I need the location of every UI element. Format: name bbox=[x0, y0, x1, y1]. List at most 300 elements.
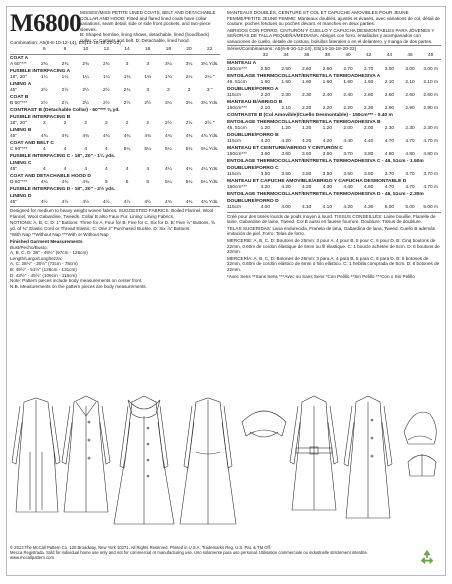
row-value: 5.00 m bbox=[423, 205, 439, 211]
row-value: 4¼ bbox=[185, 166, 193, 172]
row-value: 4¾ bbox=[123, 133, 131, 139]
row-value: 2.90 m bbox=[423, 106, 439, 112]
row-value: 4¾ bbox=[41, 133, 48, 139]
row-value: 5¼ bbox=[185, 146, 193, 152]
row-value: 2.90 bbox=[405, 106, 415, 112]
row-value: 2½ bbox=[82, 87, 90, 93]
yardage-row bbox=[227, 93, 441, 99]
row-value: 2.10 bbox=[384, 80, 395, 86]
technical-drawings bbox=[10, 392, 442, 542]
row-value: 1¾ bbox=[144, 74, 152, 80]
row-value: 4 bbox=[63, 166, 67, 172]
row-value: 4¾ bbox=[82, 133, 90, 139]
nap-note: *With Nap **Without Nap ***With or Without Nap bbox=[10, 232, 109, 238]
measurement-line: Note: Pattern pieces include body measurements on center front. bbox=[10, 278, 143, 284]
row-value: 4.70 m bbox=[423, 185, 439, 191]
row-value: 4 bbox=[84, 166, 88, 172]
row-value: 1.60 bbox=[364, 80, 374, 86]
row-value: 2½ bbox=[185, 120, 193, 126]
row-value: 2.70 bbox=[343, 67, 353, 73]
row-value: 2½ bbox=[144, 100, 152, 106]
row-value: 2.20 bbox=[260, 93, 270, 99]
measurement-line: N.B. Measurements on the pattern pieces are body measurements. bbox=[10, 283, 147, 289]
copyright-footer bbox=[10, 545, 410, 561]
row-value: 4.70 bbox=[384, 185, 395, 191]
row-value: 2.00 bbox=[343, 126, 353, 132]
section-title: LINING B bbox=[10, 127, 32, 133]
row-value: 4¾ bbox=[103, 133, 110, 139]
divider bbox=[10, 54, 220, 55]
row-value: 2.30 m bbox=[423, 126, 439, 132]
size-value: 12 bbox=[103, 47, 110, 52]
coat-drawing-b-back bbox=[180, 398, 236, 524]
row-label: 18", 20" bbox=[10, 74, 27, 80]
row-value: 1¼ bbox=[103, 74, 110, 80]
row-value: 2.10 bbox=[260, 106, 270, 112]
row-label: 150cm*** bbox=[227, 106, 247, 112]
row-value: 2.30 bbox=[405, 126, 415, 132]
size-value: 10 bbox=[83, 47, 89, 52]
sizes-label bbox=[227, 53, 255, 59]
yardage-row bbox=[227, 67, 441, 73]
row-value: 2.50 bbox=[281, 67, 291, 73]
measurement-line: Bust/Pecho/Busto: bbox=[10, 244, 48, 250]
row-value: 4.20 bbox=[260, 185, 270, 191]
row-value: 4¾ bbox=[165, 133, 172, 139]
row-value: 4.70 bbox=[405, 139, 415, 145]
row-value: 3 bbox=[167, 87, 170, 93]
row-value: 3.60 bbox=[302, 152, 312, 158]
row-value: 3.60 bbox=[322, 152, 333, 158]
row-label: A 60"*** bbox=[10, 61, 27, 67]
row-value: 4½ bbox=[82, 199, 90, 205]
row-value: 2½ bbox=[61, 100, 69, 106]
row-value: 2½ bbox=[82, 100, 90, 106]
row-value: 3 bbox=[187, 87, 191, 93]
row-value: 4 bbox=[125, 166, 129, 172]
row-value: 4.10 bbox=[322, 205, 333, 211]
section-title: DOUBLURE/FORRO C bbox=[227, 166, 279, 172]
pattern-number: M6800 bbox=[10, 10, 82, 37]
footer-line-1: © 2013 The McCall Pattern Co. 120 Broadway, New York 10271, All Rights Reserved. Printed in U.S.A. Trademarks Reg. U.S. Pat. & TM Off. bbox=[10, 545, 271, 550]
yardage-row bbox=[10, 180, 220, 186]
size-value: 36 bbox=[304, 52, 310, 58]
row-value: 2.30 bbox=[302, 93, 312, 99]
size-value: 42 bbox=[366, 52, 372, 58]
row-value: 4.20 bbox=[281, 185, 291, 191]
row-value: 2 bbox=[125, 120, 129, 126]
size-value: 16 bbox=[145, 47, 151, 52]
row-value: 4¾ bbox=[41, 179, 48, 185]
row-value: 3.50 bbox=[364, 172, 374, 178]
measurement-line: D: 43½" - 45½" (109cm - 115cm) bbox=[10, 272, 77, 278]
row-label: 45" bbox=[10, 199, 18, 205]
sizes-header: Combination: A5(6-8-10-12-14), E5(14-16-18-20-22) bbox=[10, 41, 121, 46]
row-value: 2.20 bbox=[302, 106, 312, 112]
row-value: 4¾ Yds. bbox=[200, 199, 219, 205]
yardage-row bbox=[10, 101, 220, 107]
measurement-line: Length/Largo/Lunghezza: bbox=[10, 255, 63, 261]
row-value: 5¼ bbox=[165, 146, 172, 152]
row-value: 3.50 bbox=[343, 172, 353, 178]
row-value: 2½ bbox=[41, 100, 48, 106]
yardage-row bbox=[10, 121, 220, 127]
row-value: 3 bbox=[146, 61, 150, 67]
yardage-row bbox=[227, 106, 441, 112]
row-value: 4 bbox=[43, 166, 46, 172]
row-value: 4 bbox=[105, 146, 108, 152]
suggested-fabrics: Designed for medium to heavy weight woven fabrics. SUGGESTED FABRICS: Boiled Flannel, Wool Flannel, Wool Gabardine, Tweeds. Collar B also Faux Fur. Lining: Lining Fabrics. bbox=[10, 208, 214, 219]
section-title: LINING A bbox=[10, 81, 32, 87]
row-value: 5¼ Yds. bbox=[200, 179, 219, 185]
row-label: 115cm bbox=[227, 205, 242, 211]
size-value: 34 bbox=[283, 52, 289, 58]
row-value: 2.00 bbox=[364, 126, 374, 132]
section-title: MANTEAU B/ABRIGO B bbox=[227, 100, 283, 106]
row-value: 4.20 bbox=[322, 139, 333, 145]
row-value: 2¾ bbox=[123, 87, 131, 93]
row-value: 4¾ bbox=[185, 133, 193, 139]
row-value: 2¾ bbox=[103, 61, 110, 67]
row-value: 3.70 m bbox=[423, 172, 439, 178]
size-value: 48 bbox=[428, 52, 434, 58]
row-value: 3.70 bbox=[405, 172, 415, 178]
row-value: 1.60 bbox=[281, 80, 291, 86]
row-value: 4½ bbox=[144, 199, 152, 205]
row-value: 2½ bbox=[165, 120, 172, 126]
yardage-row bbox=[227, 185, 441, 191]
title-spanish: ABRIGOS CON FORRO, CINTURÓN Y CUELLO Y CAPUCHA DESMONTABLES PARA JÓVENES Y SEÑORAS DE TALLA PEQUEÑA/MEDIANA: Abrigos con forro, entallados y acampanados con variaciones de cuello, detalle de costura, bolsillos laterales o en el delantero, y manga de dos partes. bbox=[227, 27, 435, 44]
size-value: 46 bbox=[407, 52, 413, 58]
row-value: 2 bbox=[43, 120, 46, 126]
row-value: 2.10 bbox=[405, 80, 415, 86]
row-value: 1¼ bbox=[41, 74, 48, 80]
coat-drawing-a-front bbox=[62, 396, 110, 512]
row-value: 1.60 bbox=[322, 80, 333, 86]
intro-text-2: B: Shaped hemline, lining shows, detachable, lined (hood/back) collar. C: Carriers and belt. D: Detachable, lined hood. bbox=[80, 32, 210, 43]
row-value: 3.00 m bbox=[423, 67, 439, 73]
row-value: 4.40 bbox=[343, 139, 353, 145]
row-value: 2½ bbox=[41, 87, 48, 93]
section-title: MANTEAU A bbox=[227, 61, 257, 67]
row-value: 5.00 bbox=[384, 205, 395, 211]
row-value: 4.00 bbox=[260, 205, 270, 211]
row-value: 1¾ bbox=[123, 74, 131, 80]
divider bbox=[10, 206, 220, 207]
section-title: CONTRASTE B (Col Amovible)/Cuello Desmontable) - 150cm*** - 0.40 m bbox=[227, 113, 393, 119]
hood-back-drawing bbox=[408, 454, 436, 476]
title-french: MANTEAUX DOUBLÉS, CEINTURE ET COL ET CAPUCHE AMOVIBLES POUR JEUNE FEMME/PETITE JEUNE FEMME: Manteaux doublés, ajustés et évasés, avec variations de col, détail de couture, poches fendues ou poches devant, et manches en deux parties. bbox=[227, 10, 440, 27]
row-value: 4¾ bbox=[185, 199, 193, 205]
section-title: COAT AND DETACHABLE HOOD D bbox=[10, 173, 91, 179]
section-title: ENTOILAGE THERMOCOLLANT/ENTRETELA TERMOADHESIVA A bbox=[227, 74, 381, 80]
section-title: COAT B bbox=[10, 94, 29, 100]
yardage-row bbox=[10, 147, 220, 153]
sizes-header-r: Séries/Combinaisons: A5(6-8-10-12-14), E5(14-16-18-20-22) bbox=[227, 46, 357, 52]
row-value: 4 bbox=[63, 146, 67, 152]
row-value: 4.70 m bbox=[423, 139, 439, 145]
row-value: 2.60 m bbox=[423, 93, 439, 99]
row-value: 4.80 bbox=[384, 152, 395, 158]
measurement-line: B: 49½" - 51½" (126cm - 131cm) bbox=[10, 266, 77, 272]
row-value: 1¼ bbox=[82, 74, 90, 80]
row-value: 4.40 bbox=[343, 185, 353, 191]
yardage-sections bbox=[10, 56, 220, 206]
coat-drawing-b-front bbox=[114, 396, 174, 524]
row-value: 4.20 bbox=[281, 139, 291, 145]
row-value: 4½ bbox=[103, 199, 110, 205]
yardage-row bbox=[10, 88, 220, 94]
row-value: 4¾ Yds. bbox=[200, 133, 219, 139]
sizes-label bbox=[10, 47, 34, 53]
row-value: 2.90 bbox=[384, 106, 395, 112]
nap-note-r: *Avec Sens **Sans Sens ***Avec ou Sans Sens *Con Pelillo **Sin Pelillo ***Con o Sin Pelillo bbox=[227, 273, 415, 279]
row-value: 2¾ bbox=[61, 61, 69, 67]
row-value: 4½ bbox=[61, 199, 69, 205]
row-value: 4.20 bbox=[302, 185, 312, 191]
section-title: LINING D bbox=[10, 193, 32, 199]
row-value: 2.60 bbox=[322, 67, 333, 73]
section-title: ENTOILAGE THERMOCOLLANT/ENTRETELA TERMOADHESIVA B bbox=[227, 120, 381, 126]
row-value: 4.10 bbox=[302, 205, 312, 211]
yardage-row bbox=[227, 139, 441, 145]
yardage-sections-r bbox=[227, 61, 441, 211]
yardage-row bbox=[227, 152, 441, 158]
row-value: 1¼ bbox=[61, 74, 69, 80]
row-label: 46, 51cm bbox=[227, 126, 247, 132]
size-value: 40 bbox=[345, 52, 351, 58]
row-value: 4¾ bbox=[165, 199, 172, 205]
row-value: 5¼ Yds. bbox=[200, 146, 219, 152]
yardage-row bbox=[227, 205, 441, 211]
row-value: 4.30 bbox=[364, 205, 374, 211]
row-value: 4.20 bbox=[302, 139, 312, 145]
row-value: 5¼ bbox=[165, 179, 172, 185]
row-value: 2¾ bbox=[82, 61, 90, 67]
row-value: 2.30 bbox=[281, 93, 291, 99]
row-value: 3.00 bbox=[405, 67, 415, 73]
section-title: DOUBLURE/FORRO B bbox=[227, 133, 279, 139]
row-value: 3.60 bbox=[281, 152, 291, 158]
row-value: 1¾ bbox=[165, 74, 172, 80]
yardage-row bbox=[227, 172, 441, 178]
row-value: 5¼ bbox=[144, 146, 152, 152]
section-title: ENTOILAGE THERMOCOLLANT/ENTRETELA TERMOADHESIVA C - 46, 51cm - 1.50m bbox=[227, 159, 424, 165]
row-value: 2.20 bbox=[322, 106, 333, 112]
notions-french: MERCERIE: A, B, C, D: Boutons de 25mm: 3 pour A, 4 pour B, 5 pour C, 6 pour D. B: Cinq boutons de 22mm, 0.60m de cordon élastique de 6mm ou fil élastique. C: 1 boucle achetée de 5cm. D: 6 boutons de 22mm. bbox=[227, 237, 440, 255]
size-value: 44 bbox=[386, 52, 393, 58]
row-value: 3.00 bbox=[384, 67, 395, 73]
row-value: 1.20 bbox=[302, 126, 312, 132]
coat-drawing-a-back bbox=[12, 398, 60, 512]
row-value: 5.00 bbox=[405, 205, 415, 211]
section-title: DOUBLURE/FORRO A bbox=[227, 87, 279, 93]
row-value: 2½ bbox=[123, 100, 131, 106]
coat-drawing-d-front bbox=[344, 396, 392, 518]
row-value: 1.20 bbox=[322, 126, 333, 132]
row-value: 3¼ bbox=[165, 100, 172, 106]
row-value: 5¼ bbox=[185, 179, 193, 185]
row-value: 4.80 m bbox=[423, 152, 439, 158]
row-value: 4 bbox=[105, 166, 108, 172]
row-value: 2 bbox=[63, 120, 67, 126]
row-value: 4¾ bbox=[61, 179, 69, 185]
row-value: 3 bbox=[146, 87, 150, 93]
fabrics-french: Créé pour des tissés lourds de poids moyen à lourd. TISSUS CONSEILLÉS: Laine bouillie, Flanelle de laine, Gabardine de laine, Tweed. Col B aussi en fausse fourrure. Doublure: Tissus de doublure. bbox=[227, 213, 436, 225]
row-value: 3.70 bbox=[343, 152, 353, 158]
row-value: 3.50 bbox=[281, 172, 291, 178]
yardage-column-english bbox=[10, 41, 220, 289]
size-value: 38 bbox=[324, 52, 331, 58]
yardage-row bbox=[10, 75, 220, 81]
sizes-row bbox=[10, 47, 220, 53]
row-value: 2½ bbox=[103, 100, 110, 106]
row-label: 45" bbox=[10, 87, 18, 93]
row-value: 4.00 bbox=[281, 205, 291, 211]
row-value: 3¼ bbox=[185, 100, 193, 106]
size-value: 8 bbox=[63, 47, 67, 52]
row-value: 3¼ bbox=[185, 61, 193, 67]
yardage-row bbox=[227, 80, 441, 86]
row-value: 4 bbox=[43, 146, 46, 152]
row-label: 115cm bbox=[227, 172, 242, 178]
row-value: 1.60 bbox=[302, 80, 312, 86]
size-value: 20 bbox=[186, 47, 192, 52]
row-label: 150cm*** bbox=[227, 152, 247, 158]
row-value: 3.50 bbox=[302, 172, 312, 178]
row-value: 5 bbox=[105, 179, 108, 185]
row-value: 2¼ bbox=[185, 74, 193, 80]
row-value: 4 bbox=[84, 146, 88, 152]
row-label: B 60"*** bbox=[10, 100, 28, 106]
row-label: 115cm bbox=[227, 139, 242, 145]
row-value: 3 bbox=[125, 61, 129, 67]
recycle-icon bbox=[418, 548, 436, 566]
section-title: MANTEAU ET CEINTURE/ABRIGO Y CINTURÓN C bbox=[227, 146, 343, 152]
collar-drawing bbox=[242, 411, 286, 437]
row-value: 5 bbox=[146, 179, 150, 185]
section-title: FUSIBLE INTERFACING B bbox=[10, 114, 71, 120]
row-value: 4¾ bbox=[61, 133, 69, 139]
row-value: 4.20 bbox=[260, 139, 270, 145]
row-value: 2.30 bbox=[364, 106, 374, 112]
measurements-list bbox=[10, 245, 220, 290]
row-value: 5 bbox=[125, 179, 129, 185]
section-title: MANTEAU ET CAPUCHE AMOVIBLE/ABRIGO Y CAPUCHA DESMONTABLE D bbox=[227, 179, 407, 185]
row-label: C 60"*** bbox=[10, 146, 28, 152]
row-value: 1.20 bbox=[281, 126, 291, 132]
footer-line-2: Mecca Registrada. Sold for individual home use only and not for commercial or manufacturing use. Uso solamente para uso personal. Utilisation commerciale ou industrielle strictement interdite. www.mccallpattern.com bbox=[10, 550, 368, 561]
size-value: 18 bbox=[165, 47, 172, 52]
row-value: 2½ bbox=[103, 87, 110, 93]
yardage-row bbox=[10, 62, 220, 68]
row-value: 3.50 bbox=[322, 172, 333, 178]
row-value: 2.40 bbox=[343, 93, 353, 99]
row-value: 3 " bbox=[206, 87, 213, 93]
row-value: 3.60 bbox=[260, 152, 270, 158]
yardage-row bbox=[227, 126, 441, 132]
row-value: 4.70 bbox=[405, 185, 415, 191]
row-value: 4¼ Yds. bbox=[200, 166, 219, 172]
section-title: ENTOILAGE THERMOCOLLANT/ENTRETELA TERMOADHESIVA D - 46, 51cm - 2.30m bbox=[227, 192, 424, 198]
row-value: 2¼ " bbox=[204, 74, 215, 80]
row-value: 2¾ bbox=[41, 61, 48, 67]
yardage-row bbox=[10, 200, 220, 206]
row-value: 2 bbox=[84, 120, 88, 126]
section-title: CONTRAST B (Detachable Collar) - 60"*** ⅜ yd. bbox=[10, 107, 120, 113]
row-value: 2.10 bbox=[281, 106, 291, 112]
row-value: 4½ bbox=[41, 199, 48, 205]
measurement-line: A, B, C, D: 38" - 49½" (97cm - 126cm) bbox=[10, 250, 88, 256]
divider bbox=[227, 212, 441, 213]
row-value: 2½ " bbox=[204, 120, 215, 126]
row-value: 4.20 bbox=[343, 205, 353, 211]
row-label: 150cm*** bbox=[227, 67, 247, 73]
section-title: FUSIBLE INTERFACING D - 18", 20" - 2½ yds. bbox=[10, 186, 116, 192]
yardage-row bbox=[10, 134, 220, 140]
row-value: 4¾ bbox=[82, 179, 90, 185]
row-value: 2.30 bbox=[384, 126, 395, 132]
row-value: 2.20 bbox=[343, 106, 353, 112]
row-value: 4½ bbox=[123, 199, 131, 205]
row-label: D 60"*** bbox=[10, 179, 28, 185]
row-label: 46, 51cm bbox=[227, 80, 247, 86]
hood-drawing bbox=[404, 412, 436, 444]
row-value: 3.70 bbox=[384, 172, 395, 178]
fabrics-spanish: TELAS SUGERIDAS: Lana endurecida, Franela de lana, Gabardina de lana, Tweed. Cuello B además imitación de piel. Forro: Telas de forro. bbox=[227, 225, 436, 237]
row-value: 4.80 bbox=[405, 152, 415, 158]
section-title: LINING C bbox=[10, 160, 32, 166]
yardage-column-french-spanish bbox=[227, 10, 441, 279]
row-value: 4 bbox=[146, 166, 150, 172]
row-value: 1.20 bbox=[260, 126, 270, 132]
intro-text: MISSES'/MISS PETITE LINED COATS, BELT AND DETACHABLE COLLAR AND HOOD: Fitted and flared lined coats have collar variations, seam detail, side or side front pockets, and two-piece sleeves. bbox=[80, 10, 216, 32]
row-value: 2 bbox=[146, 120, 150, 126]
section-title: COAT A bbox=[10, 55, 29, 61]
row-value: 4.60 bbox=[364, 185, 374, 191]
row-value: 2 bbox=[105, 120, 108, 126]
row-value: 3¼ bbox=[165, 61, 172, 67]
section-title: FUSIBLE INTERFACING C - 18", 20" - 1¼ yds. bbox=[10, 153, 116, 159]
row-value: 4.70 bbox=[384, 139, 395, 145]
row-value: 4¾ bbox=[144, 133, 152, 139]
row-value: 1.60 bbox=[260, 80, 270, 86]
row-value: 5¼ bbox=[123, 146, 131, 152]
size-value: 32 bbox=[262, 52, 268, 58]
size-value: 22 bbox=[207, 47, 213, 52]
section-title: DOUBLURE/FORRO D bbox=[227, 199, 279, 205]
row-label: 115cm bbox=[227, 93, 242, 99]
row-value: 3.80 bbox=[364, 152, 374, 158]
row-value: 2.40 bbox=[322, 93, 333, 99]
row-value: 2.60 bbox=[364, 93, 374, 99]
coat-drawing-c-front bbox=[290, 396, 338, 510]
row-value: 2.60 bbox=[405, 93, 415, 99]
size-value: 6 bbox=[43, 47, 46, 52]
row-value: 2.10 m bbox=[423, 80, 439, 86]
intro-english bbox=[80, 10, 222, 43]
row-value: 2½ bbox=[61, 87, 69, 93]
row-value: 3¼ Yds. bbox=[200, 61, 219, 67]
section-title: FUSIBLE INTERFACING A bbox=[10, 68, 71, 74]
row-value: 4.40 bbox=[364, 139, 374, 145]
measurement-line: A, C: 28½" - 30½" (72cm - 78cm) bbox=[10, 261, 78, 267]
divider bbox=[227, 59, 441, 60]
row-value: 2.60 bbox=[302, 67, 312, 73]
row-label: 45" bbox=[10, 166, 18, 172]
row-value: 4¼ bbox=[165, 166, 172, 172]
row-label: 18", 20" bbox=[10, 120, 27, 126]
